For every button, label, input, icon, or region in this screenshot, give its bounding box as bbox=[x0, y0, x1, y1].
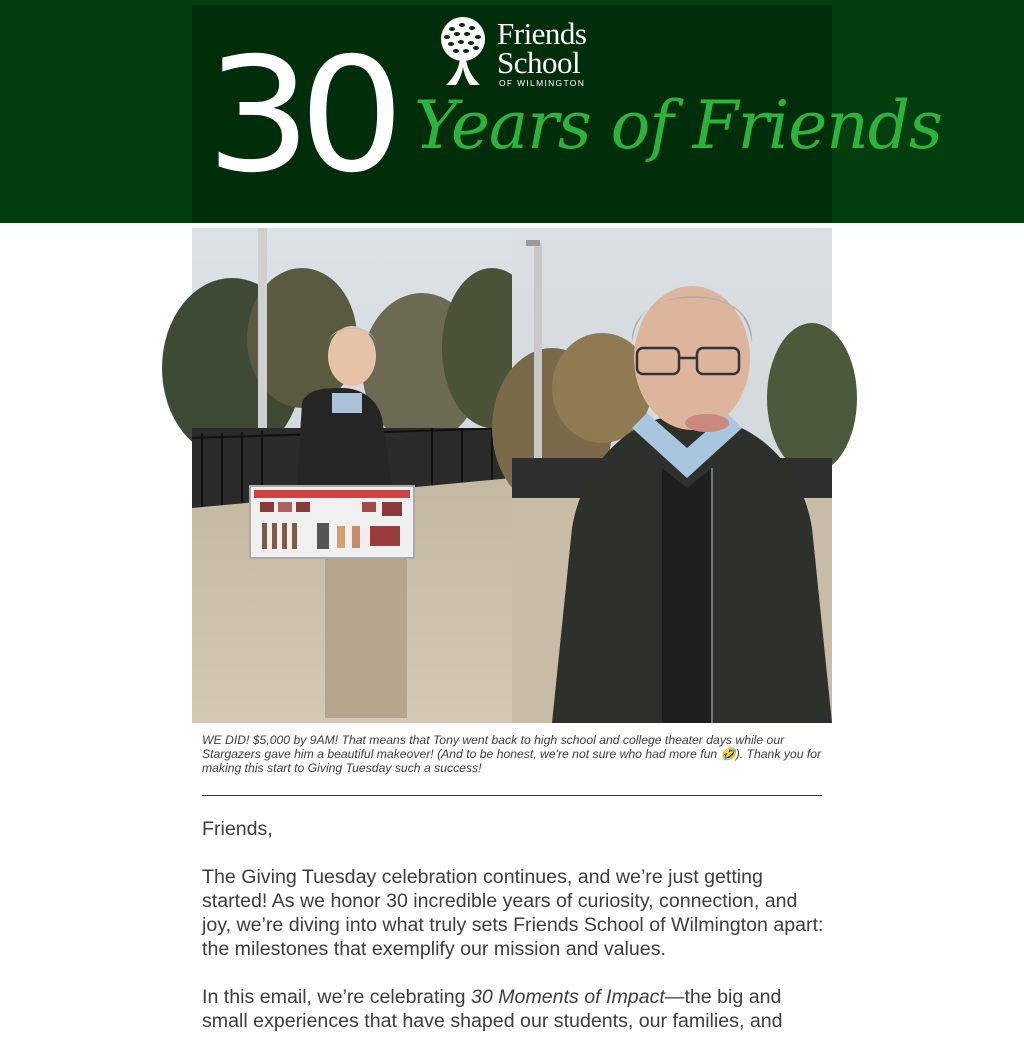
school-logo[interactable] bbox=[432, 13, 602, 97]
logo-friends: Friends bbox=[497, 16, 587, 51]
photo-icon bbox=[512, 228, 832, 723]
paragraph-2-suffix: —the big and small experiences that have shaped our students, our families, and bbox=[202, 986, 783, 1032]
email-body bbox=[202, 817, 824, 1057]
photo-icon bbox=[192, 228, 512, 723]
anniversary-tagline: Years of Friends bbox=[414, 87, 942, 164]
photo-makeover-gift bbox=[192, 228, 512, 723]
greeting: Friends, bbox=[202, 818, 273, 840]
divider bbox=[202, 795, 822, 796]
header-banner bbox=[192, 5, 942, 223]
tree-icon bbox=[432, 15, 494, 91]
body-paragraph-2 bbox=[202, 985, 824, 1033]
logo-of-wilmington: OF WILMINGTON bbox=[499, 78, 586, 88]
logo-school: School bbox=[497, 45, 581, 80]
body-paragraph-1: The Giving Tuesday celebration continues, and we’re just getting started! As we honor 30 incredible years of curiosity, connection, and joy, we’re diving into what truly sets Friends School of Wilmington apart: the milestones that exemplify our mission and values. bbox=[202, 866, 824, 960]
paragraph-2-prefix: In this email, we’re celebrating bbox=[202, 986, 471, 1008]
photo-caption: WE DID! $5,000 by 9AM! That means that Tony went back to high school and college theater days while our Stargazers gave him a beautiful makeover! (And to be honest, we're not sure who had more fun 🤣). Thank you for making this start to Giving Tuesday such a success! bbox=[202, 733, 822, 776]
photo-sad-face bbox=[512, 228, 832, 723]
paragraph-2-emphasis: 30 Moments of Impact bbox=[471, 986, 665, 1008]
anniversary-number: 30 bbox=[206, 24, 392, 208]
